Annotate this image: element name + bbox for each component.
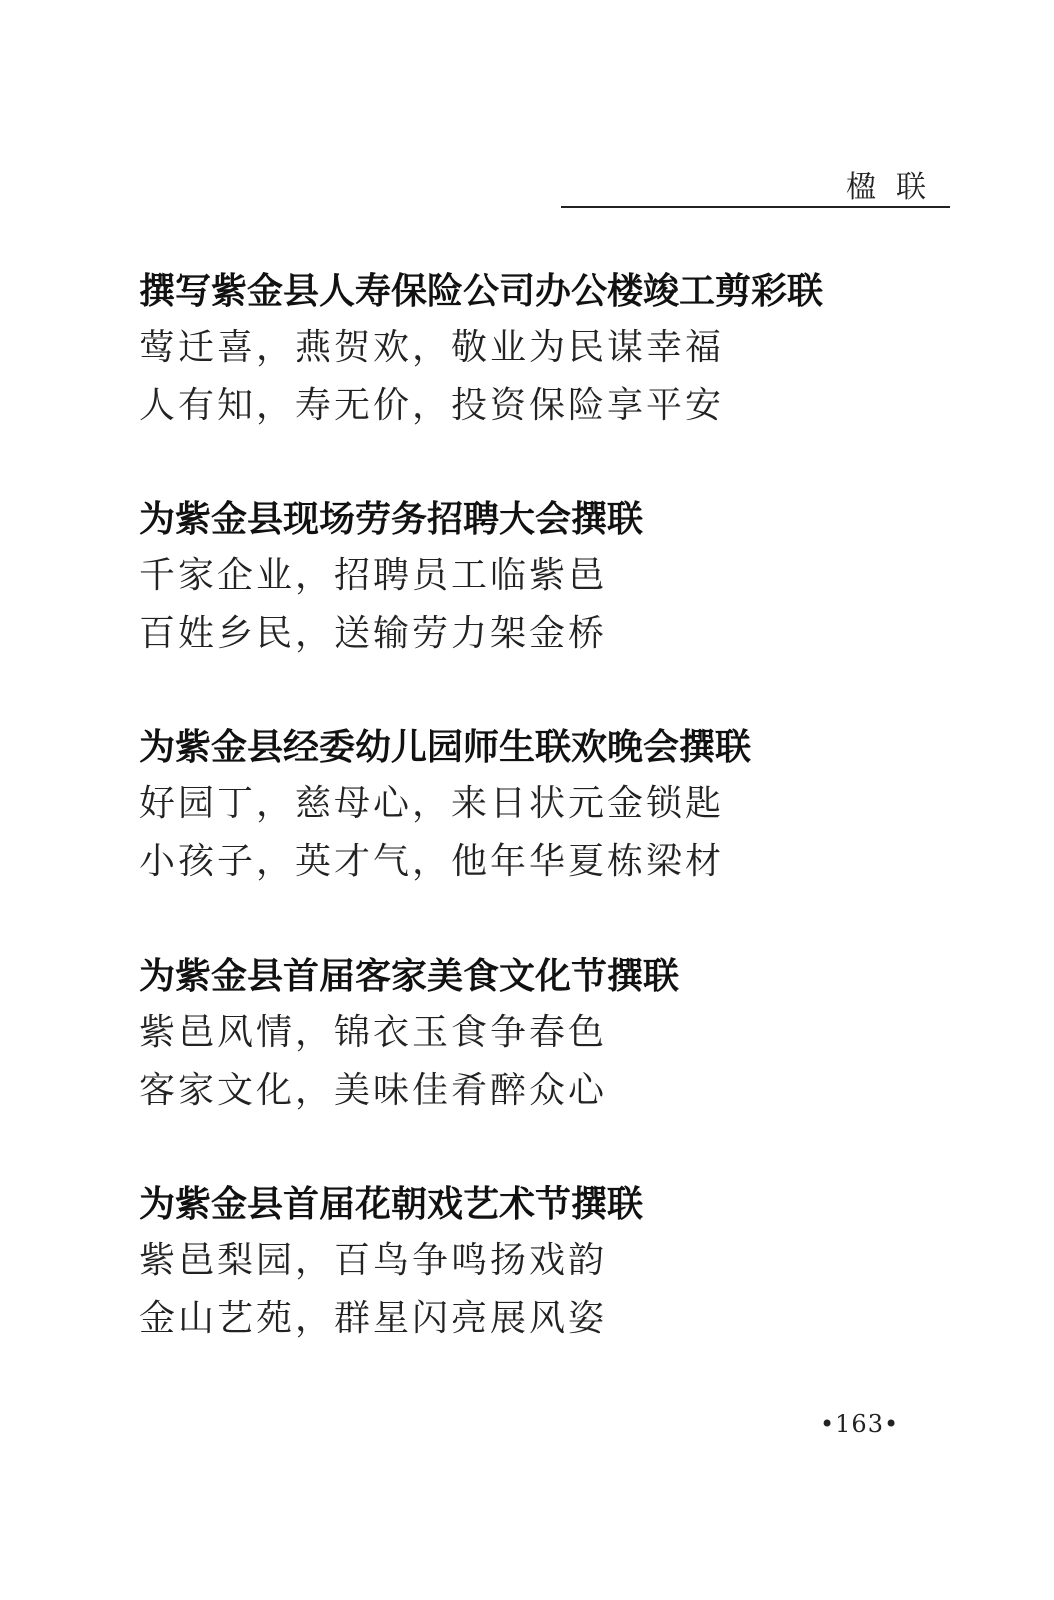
couplet-line-upper: 好园丁，慈母心，来日状元金锁匙 bbox=[139, 783, 725, 824]
couplet-title: 为紫金县现场劳务招聘大会撰联 bbox=[139, 499, 644, 540]
couplet-section bbox=[139, 270, 939, 428]
couplet-line-lower: 人有知，寿无价，投资保险享平安 bbox=[139, 385, 725, 426]
couplet-line-lower: 客家文化，美味佳肴醉众心 bbox=[139, 1070, 608, 1111]
couplet-line-upper: 紫邑梨园，百鸟争鸣扬戏韵 bbox=[139, 1240, 608, 1281]
couplet-title: 撰写紫金县人寿保险公司办公楼竣工剪彩联 bbox=[139, 271, 824, 312]
couplet-line-upper: 紫邑风情，锦衣玉食争春色 bbox=[139, 1012, 608, 1053]
couplet-line-upper: 莺迁喜，燕贺欢，敬业为民谋幸福 bbox=[139, 327, 725, 368]
couplet-section bbox=[139, 498, 939, 656]
running-header bbox=[561, 160, 950, 208]
couplet-line-lower: 百姓乡民，送输劳力架金桥 bbox=[139, 613, 608, 654]
couplet-title: 为紫金县首届客家美食文化节撰联 bbox=[139, 956, 680, 997]
couplet-section bbox=[139, 726, 939, 884]
running-header-title: 楹联 bbox=[846, 170, 946, 205]
couplet-line-lower: 小孩子，英才气，他年华夏栋梁材 bbox=[139, 841, 725, 882]
couplet-section bbox=[139, 1183, 939, 1341]
couplet-title: 为紫金县首届花朝戏艺术节撰联 bbox=[139, 1184, 644, 1225]
page-number: •163• bbox=[820, 1410, 900, 1438]
couplet-line-lower: 金山艺苑，群星闪亮展风姿 bbox=[139, 1298, 608, 1339]
couplet-line-upper: 千家企业，招聘员工临紫邑 bbox=[139, 555, 608, 596]
couplet-section bbox=[139, 955, 939, 1113]
couplet-title: 为紫金县经委幼儿园师生联欢晚会撰联 bbox=[139, 727, 752, 768]
